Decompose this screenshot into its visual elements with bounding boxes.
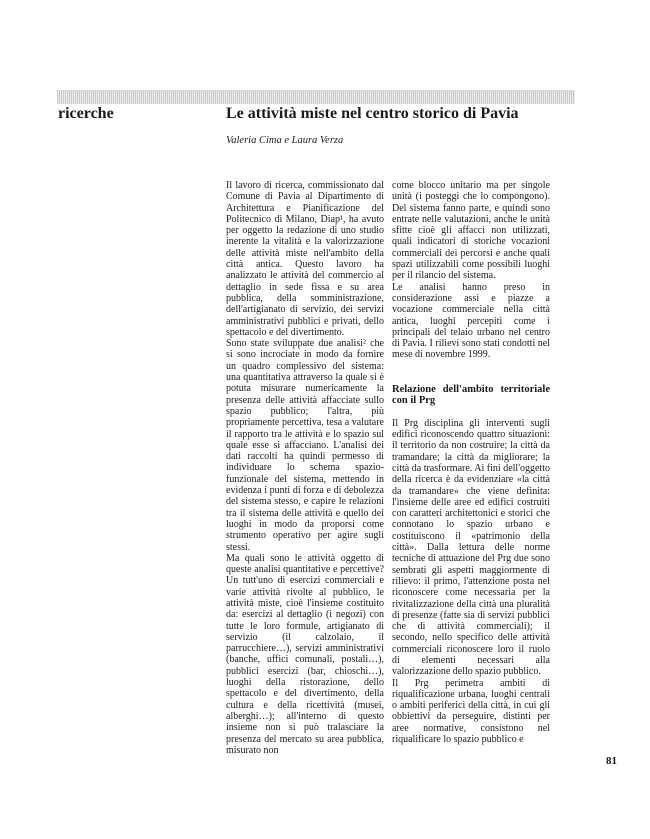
section-heading: Relazione dell'ambito territoriale con il Prg xyxy=(392,383,550,407)
body-paragraph: Le analisi hanno preso in considerazione assi e piazze a vocazione commerciale nella città antica, luoghi percepiti come i principali del telaio urbano nel centro di Pavia. I rilievi sono stati condotti nel mese di novembre 1999. xyxy=(392,281,550,361)
section-spacer xyxy=(392,361,550,384)
left-column xyxy=(226,180,384,756)
body-paragraph: Il lavoro di ricerca, commissionato dal Comune di Pavia al Dipartimento di Architettura e Pianificazione del Politecnico di Milano, Diap¹, ha avuto per oggetto la redazione di uno studio inerente la vitalità e la valorizzazione delle attività miste nell'ambito della città antica. Questo lavoro ha analizzato le attività del commercio al dettaglio in sede fissa e su area pubblica, della somministrazione, dell'artigianato di servizio, dei servizi amministrativi pubblici e privati, dello spettacolo e del divertimento. xyxy=(226,180,384,338)
page-number: 81 xyxy=(606,755,617,767)
section-spacer xyxy=(392,407,550,418)
body-paragraph: Ma quali sono le attività oggetto di queste analisi quantitative e percettive? Un tutt'uno di esercizi commerciali e varie attività rivolte al pubblico, le attività miste, cioè l'insieme costituito da: esercizi al dettaglio (i negozi) con tutte le loro formule, artigianato di servizio (il calzolaio, il parrucchiere…), servizi amministrativi (banche, uffici comunali, postali…), pubblici esercizi (bar, chioschi…), luoghi della ristorazione, dello spettacolo e del divertimento, della cultura e della ricettività (musei, alberghi…); all'interno di questo insieme non si può tralasciare la presenza del mercato su area pubblica, misurato non xyxy=(226,552,384,756)
article-title: Le attività miste nel centro storico di Pavia xyxy=(226,105,519,122)
header-band xyxy=(57,90,575,104)
body-paragraph: come blocco unitario ma per singole unità (i posteggi che lo compongono). Del sistema fanno parte, e quindi sono entrate nelle valutazioni, anche le unità sfitte cioè gli affacci non utilizzati, quali indicatori di storiche vocazioni commerciali dei percorsi e anche quali spazi utilizzabili come possibili luoghi per il rilancio del sistema. xyxy=(392,180,550,282)
body-paragraph: Il Prg perimetra ambiti di riqualificazione urbana, luoghi centrali o ambiti periferici della città, in cui gli obbiettivi da perseguire, distinti per aree normative, consistono nel riqualificare lo spazio pubblico e xyxy=(392,677,550,746)
right-column xyxy=(392,180,550,745)
body-paragraph: Il Prg disciplina gli interventi sugli edifici riconoscendo quattro situazioni: il territorio da non costruire; la città da tramandare; la città da migliorare; la città da trasformare. Ai fini dell'oggetto della ricerca è da evidenziare «la città da tramandare» che viene definita: l'insieme delle aree ed edifici costruiti con caratteri architettonici e storici che connotano lo spazio urbano e costituiscono il «patrimonio della città». Dalla lettura delle norme tecniche di attuazione del Prg due sono sembrati gli aspetti maggiormente di rilievo: il primo, l'attenzione posta nel riconoscere come necessaria per la rivitalizzazione della città una pluralità di presenze (fatte sia di servizi pubblici che di attività commerciali); il secondo, nello specifico delle attività commerciali riconoscere loro il ruolo di elementi necessari alla valorizzazione dello spazio pubblico. xyxy=(392,417,550,678)
section-label: ricerche xyxy=(58,105,114,122)
article-authors: Valeria Cima e Laura Verza xyxy=(226,135,344,146)
body-paragraph: Sono state sviluppate due analisi² che si sono incrociate in modo da fornire un quadro complessivo del sistema: una quantitativa attraverso la quale si è potuta misurare numericamente la presenza delle attività affacciate sullo spazio pubblico; l'altra, più propriamente percettiva, tesa a valutare il rapporto tra le attività e lo spazio sul quale esse si affacciano. L'analisi dei dati raccolti ha quindi permesso di individuare lo schema spazio-funzionale del sistema, mettendo in evidenza i punti di forza e di debolezza del sistema stesso, e capire le relazioni tra il sistema delle attività e quello dei luoghi in modo da proporsi come strumento operativo per agire sugli stessi. xyxy=(226,338,384,553)
